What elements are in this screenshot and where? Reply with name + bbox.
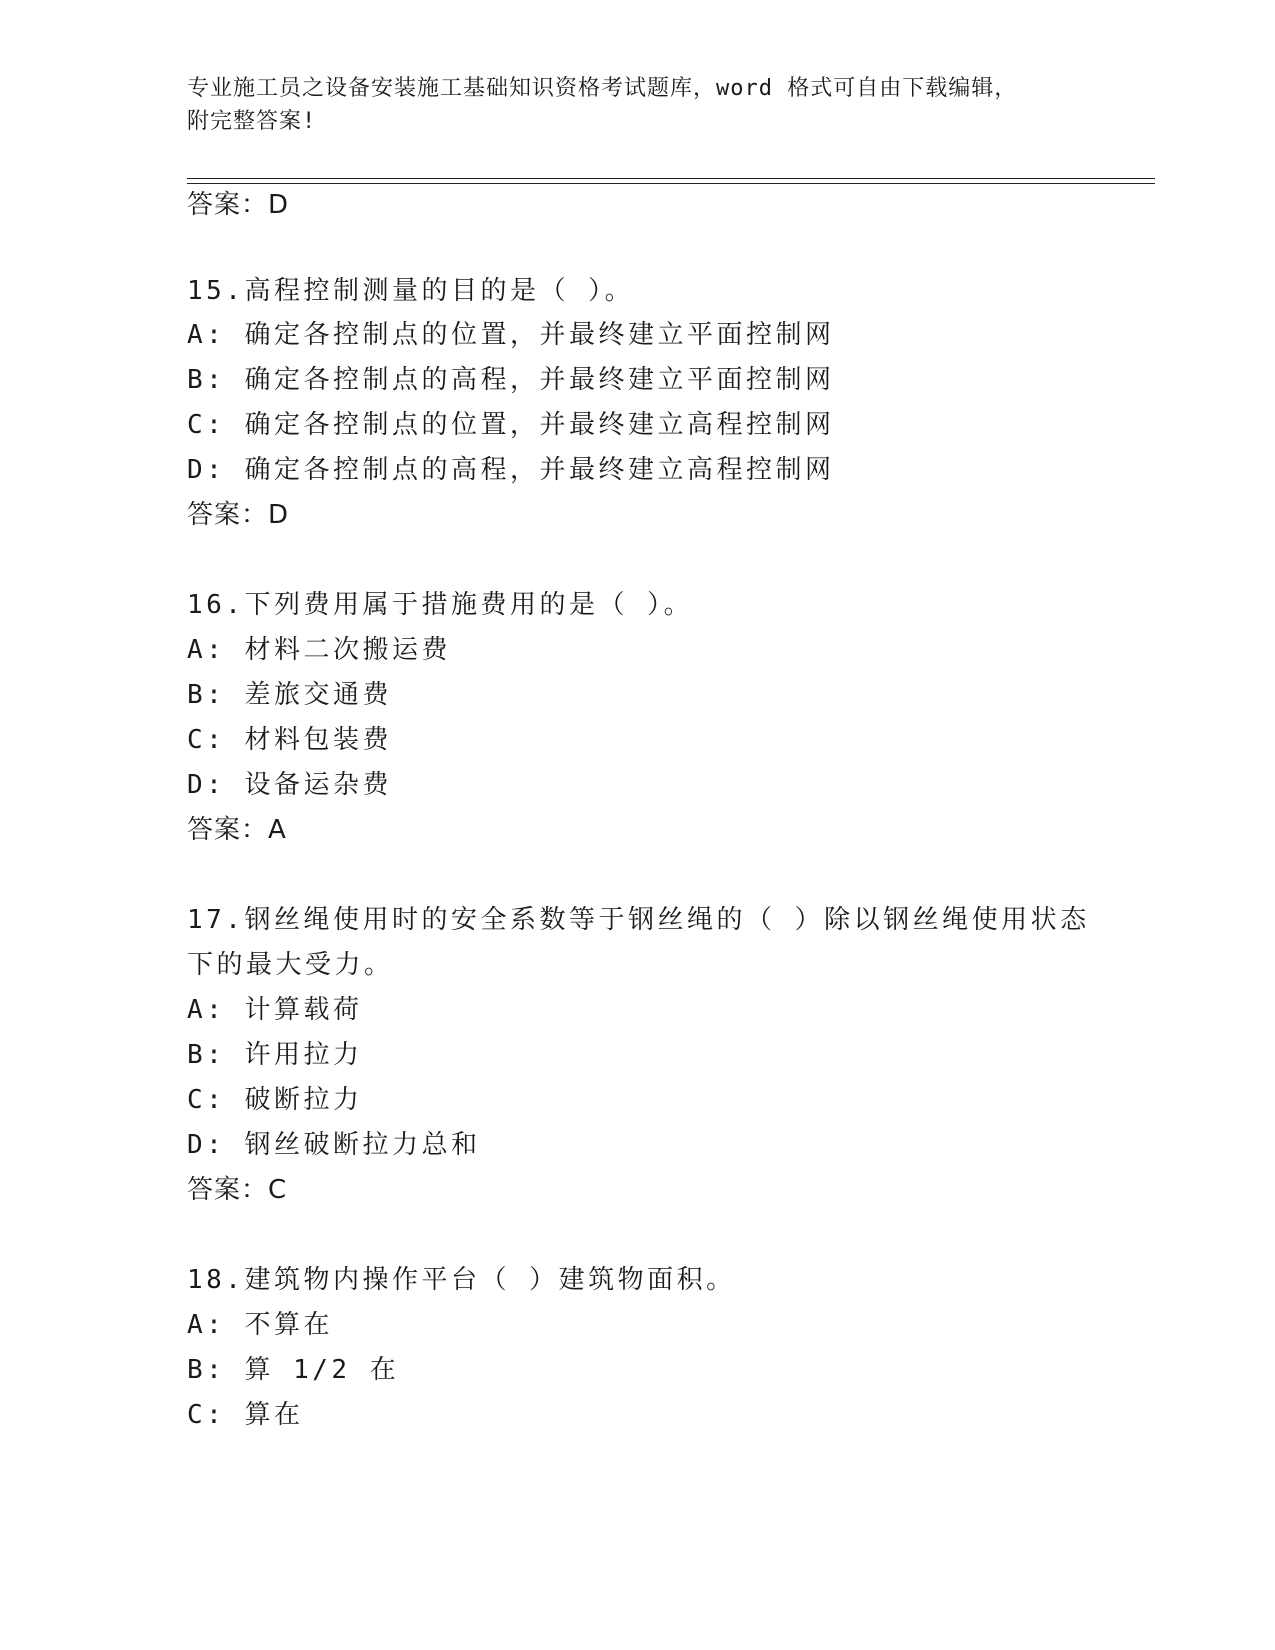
question-15-option-b: B: 确定各控制点的高程，并最终建立平面控制网: [187, 365, 835, 395]
header-line-1: 专业施工员之设备安装施工基础知识资格考试题库，word 格式可自由下载编辑，: [187, 76, 1018, 101]
question-17-option-d: D: 钢丝破断拉力总和: [187, 1130, 481, 1160]
question-15-option-d: D: 确定各控制点的高程，并最终建立高程控制网: [187, 455, 835, 485]
header-divider-top: [187, 178, 1155, 179]
question-16-answer: 答案：A: [187, 815, 287, 845]
question-15-option-a: A: 确定各控制点的位置，并最终建立平面控制网: [187, 320, 835, 350]
question-16-stem: 16.下列费用属于措施费用的是（ ）。: [187, 590, 694, 620]
question-17-stem-line-2: 下的最大受力。: [187, 950, 394, 980]
question-17-option-b: B: 许用拉力: [187, 1040, 363, 1070]
question-18-option-b: B: 算 1/2 在: [187, 1355, 400, 1385]
question-15-stem: 15.高程控制测量的目的是（ ）。: [187, 276, 635, 306]
header-divider-bottom: [187, 183, 1155, 184]
question-17-option-c: C: 破断拉力: [187, 1085, 363, 1115]
question-17-stem-line-1: 17.钢丝绳使用时的安全系数等于钢丝绳的（ ）除以钢丝绳使用状态: [187, 905, 1090, 935]
question-18-option-a: A: 不算在: [187, 1310, 333, 1340]
question-17-option-a: A: 计算载荷: [187, 995, 363, 1025]
previous-answer: 答案：D: [187, 190, 290, 220]
question-18-option-c: C: 算在: [187, 1400, 304, 1430]
question-15-option-c: C: 确定各控制点的位置，并最终建立高程控制网: [187, 410, 835, 440]
question-15-answer: 答案：D: [187, 500, 290, 530]
question-16-option-c: C: 材料包装费: [187, 725, 392, 755]
document-header: [187, 72, 1087, 138]
question-16-option-b: B: 差旅交通费: [187, 680, 392, 710]
question-16-option-d: D: 设备运杂费: [187, 770, 392, 800]
question-17-answer: 答案：C: [187, 1175, 288, 1205]
question-18-stem: 18.建筑物内操作平台（ ）建筑物面积。: [187, 1265, 736, 1295]
question-16-option-a: A: 材料二次搬运费: [187, 635, 451, 665]
header-line-2: 附完整答案!: [187, 109, 317, 134]
